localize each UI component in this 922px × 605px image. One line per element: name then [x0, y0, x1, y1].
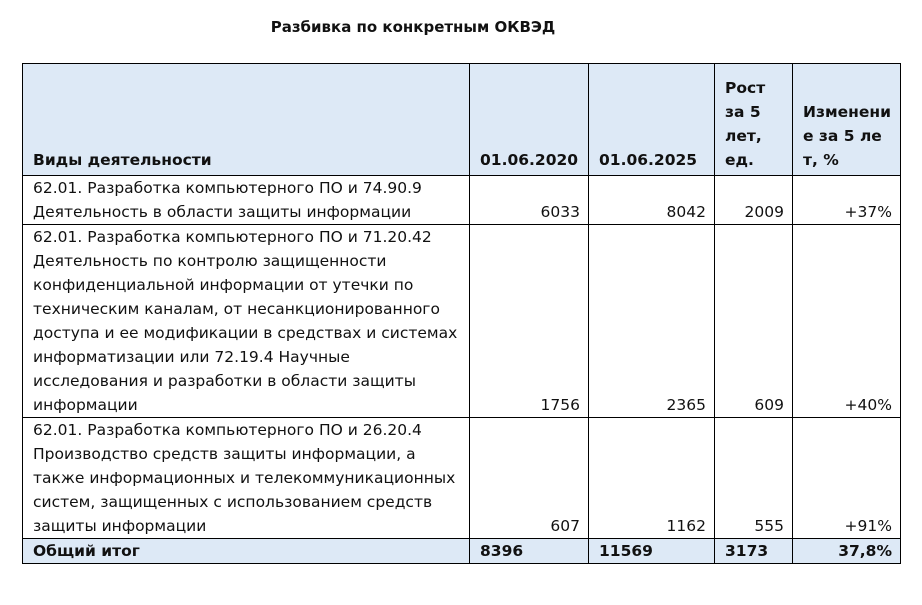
okved-table: [22, 63, 901, 564]
cell-activity: 62.01. Разработка компьютерного ПО и 71.20.42 Деятельность по контролю защищенности конфиденциальной информации от утечки по техническим каналам, от несанкционированного доступа и ее модификации в средствах и системах информатизации или 72.19.4 Научные исследования и разработки в области защиты информации: [23, 225, 470, 418]
cell-growth: 555: [715, 418, 793, 539]
total-row: [23, 539, 901, 564]
header-date1: 01.06.2020: [470, 64, 589, 176]
cell-change: +91%: [793, 418, 901, 539]
table-row: [23, 176, 901, 225]
cell-date1: 1756: [470, 225, 589, 418]
cell-activity: 62.01. Разработка компьютерного ПО и 26.20.4 Производство средств защиты информации, а также информационных и телекоммуникационных систем, защищенных с использованием средств защиты информации: [23, 418, 470, 539]
cell-change: +40%: [793, 225, 901, 418]
cell-growth: 2009: [715, 176, 793, 225]
table-row: [23, 225, 901, 418]
cell-date1: 607: [470, 418, 589, 539]
cell-change: +37%: [793, 176, 901, 225]
header-activity: Виды деятельности: [23, 64, 470, 176]
total-growth: 3173: [715, 539, 793, 564]
table-row: [23, 418, 901, 539]
total-date2: 11569: [589, 539, 715, 564]
cell-date2: 8042: [589, 176, 715, 225]
header-change: Изменение за 5 лет, %: [793, 64, 901, 176]
header-row: [23, 64, 901, 176]
total-change: 37,8%: [793, 539, 901, 564]
total-label: Общий итог: [23, 539, 470, 564]
cell-date2: 2365: [589, 225, 715, 418]
header-growth: Рост за 5 лет, ед.: [715, 64, 793, 176]
total-date1: 8396: [470, 539, 589, 564]
header-date2: 01.06.2025: [589, 64, 715, 176]
cell-date2: 1162: [589, 418, 715, 539]
cell-growth: 609: [715, 225, 793, 418]
cell-date1: 6033: [470, 176, 589, 225]
document-title: Разбивка по конкретным ОКВЭД: [270, 18, 556, 36]
cell-activity: 62.01. Разработка компьютерного ПО и 74.90.9 Деятельность в области защиты информации: [23, 176, 470, 225]
